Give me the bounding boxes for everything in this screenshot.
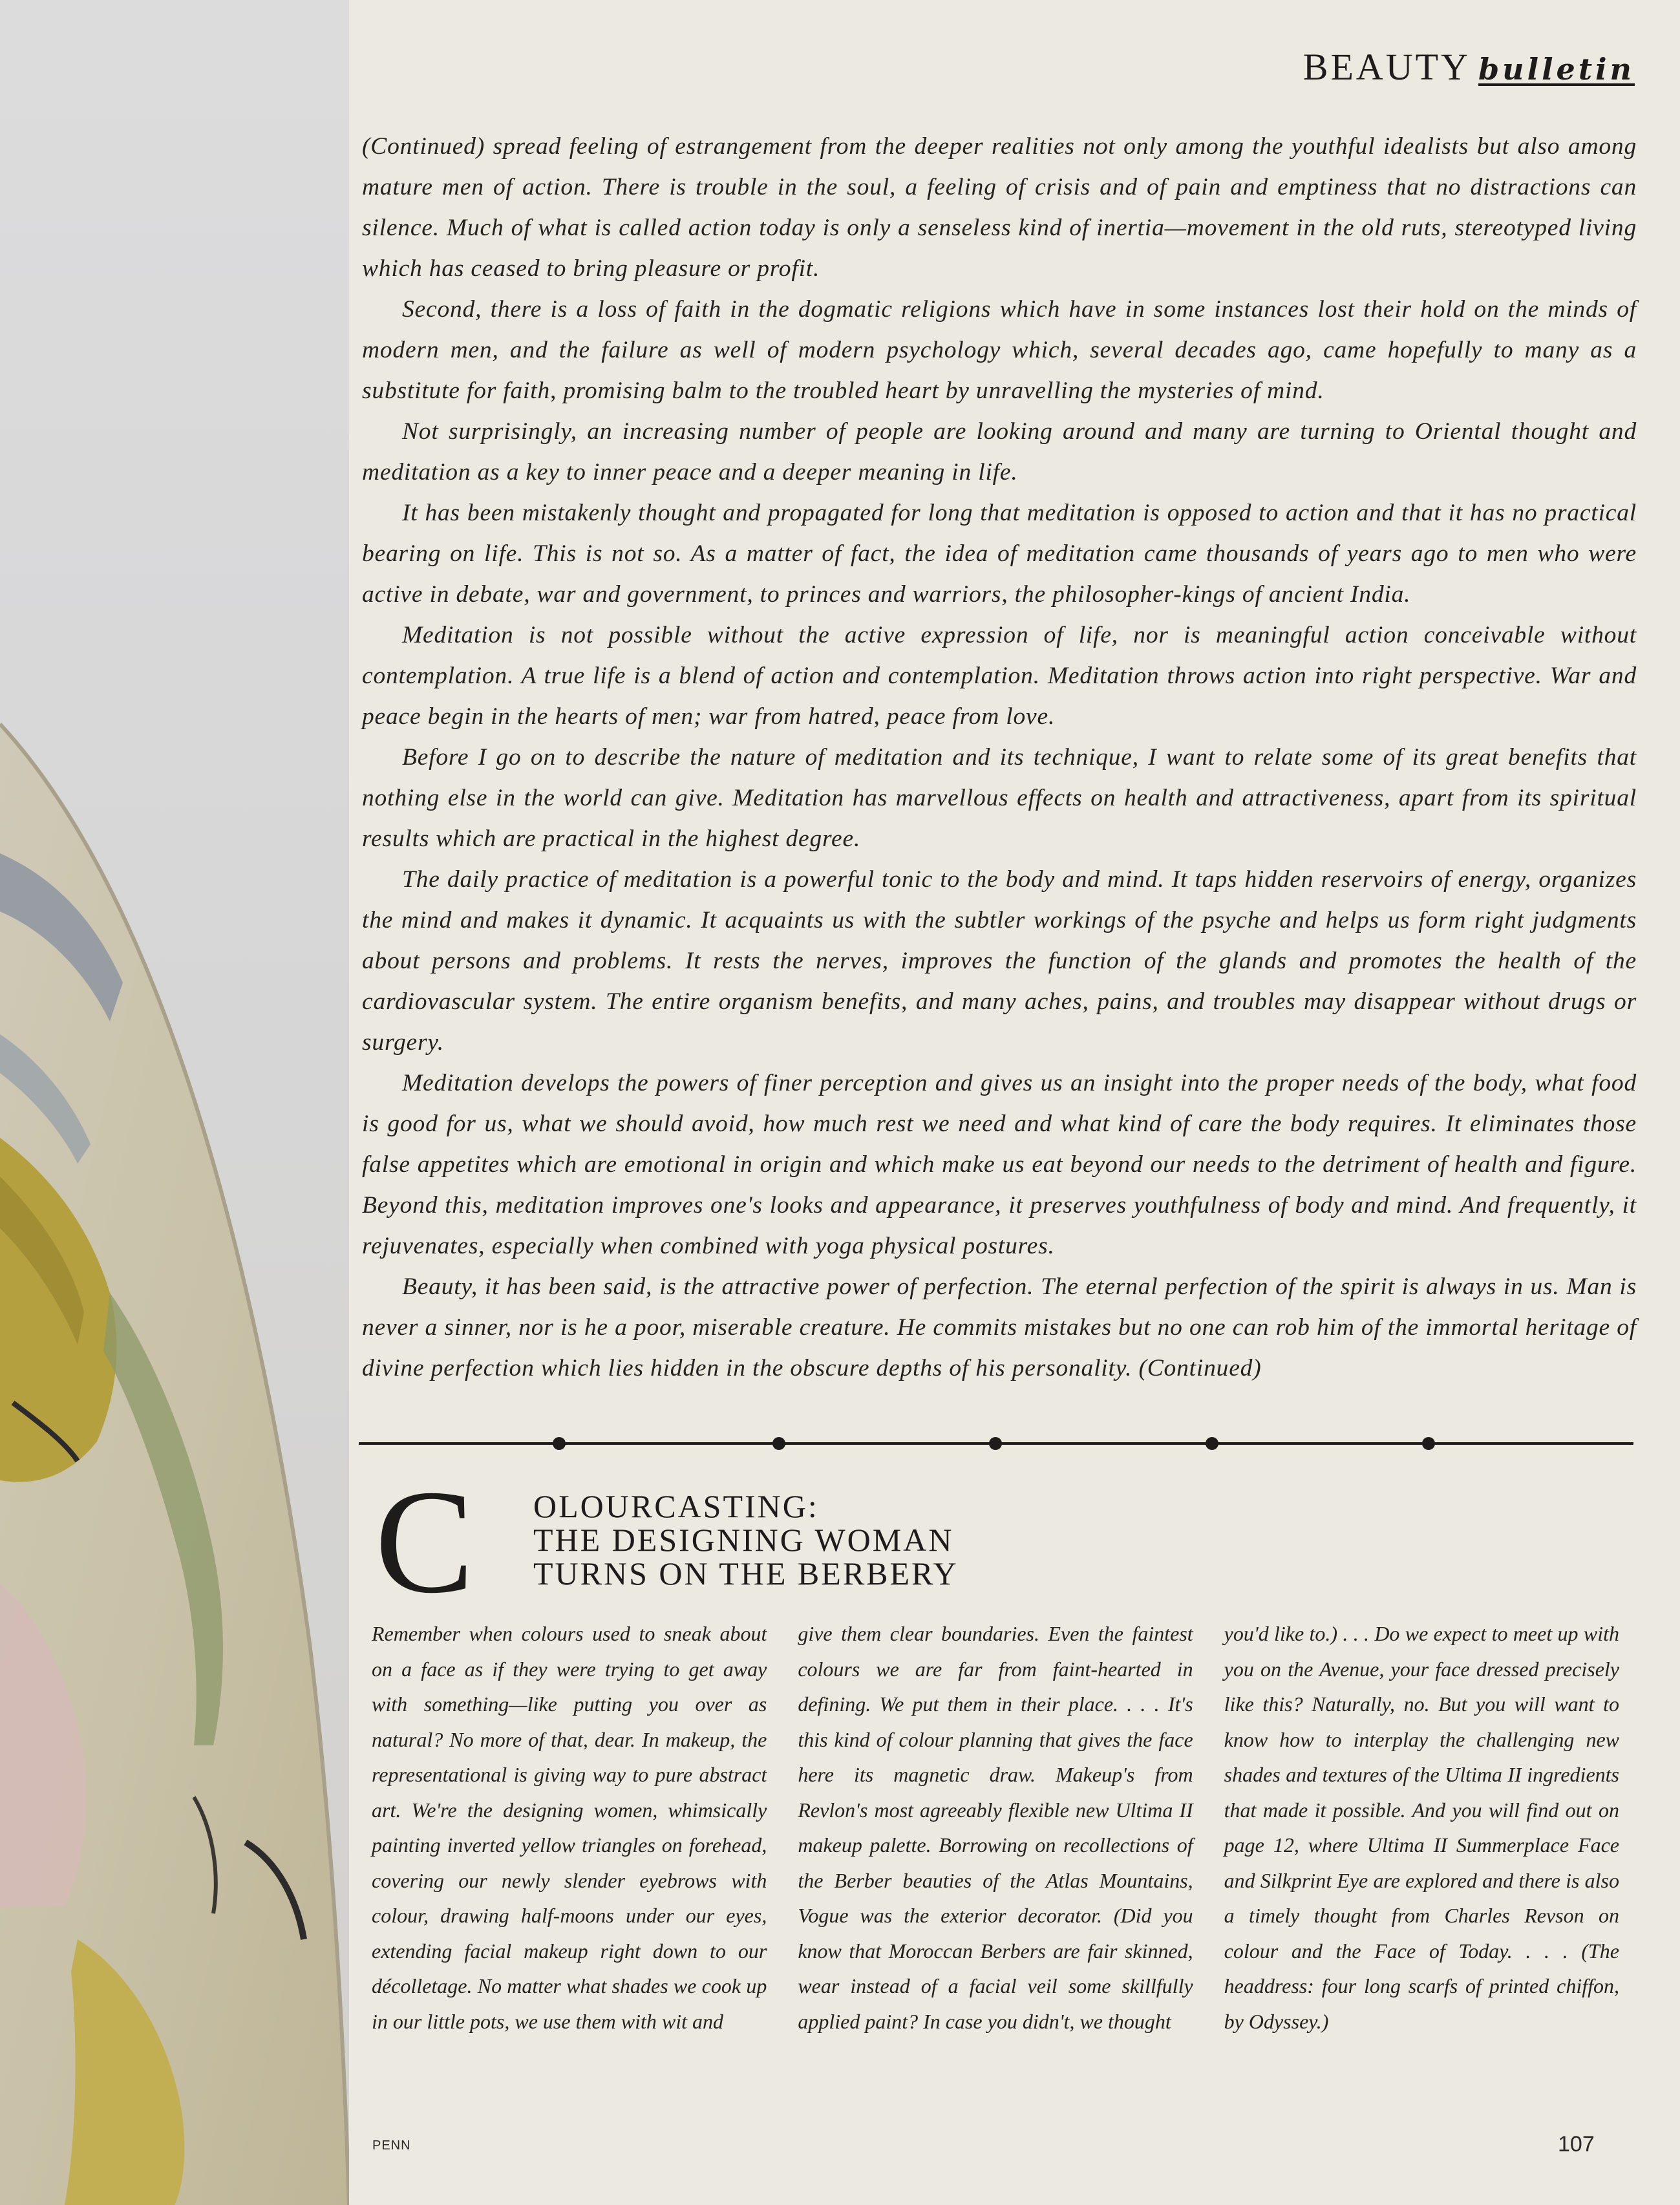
feature-column-3: you'd like to.) . . . Do we expect to meet up with you on the Avenue, your face dressed precisely like this? Naturally, no. But you will want to know how to interplay the challenging new shades and textures of the Ultima II ingredients that made it possible. And you will find out on page 12, where Ultima II Summerplace Face and Silkprint Eye are explored and there is also a timely thought from Charles Revson on colour and the Face of Today. . . . (The headdress: four long scarfs of printed chiffon, by Odyssey.) <box>1224 1622 1619 2033</box>
article-paragraph: Beauty, it has been said, is the attractive power of perfection. The eternal perfection of the spirit is always in us. Man is never a sinner, nor is he a poor, miserable creature. He commits mistakes but no one can rob him of the immortal heritage of divine perfection which lies hidden in the obscure depths of his personality. (Continued) <box>362 1273 1637 1381</box>
article-paragraph: Before I go on to describe the nature of meditation and its technique, I want to relate some of its great benefits that nothing else in the world can give. Meditation has marvellous effects on health and attractiveness, apart from its spiritual results which are practical in the highest degree. <box>362 744 1637 852</box>
article-paragraph: Second, there is a loss of faith in the dogmatic religions which have in some instances lost their hold on the minds of modern men, and the failure as well of modern psychology which, several decades ago, came hopefully to many as a substitute for faith, promising balm to the troubled heart by unravelling the mysteries of mind. <box>362 296 1637 404</box>
article-paragraph: It has been mistakenly thought and propagated for long that meditation is opposed to action and that it has no practical bearing on life. This is not so. As a matter of fact, the idea of meditation came thousands of years ago to men who were active in debate, war and government, to princes and warriors, the philosopher-kings of ancient India. <box>362 500 1637 608</box>
section-header <box>1303 45 1635 89</box>
bullet-dot-icon <box>553 1437 566 1450</box>
feature-title-line: TURNS ON THE BERBERY <box>533 1555 959 1592</box>
scarf-photo <box>0 0 349 2205</box>
bullet-dot-icon <box>989 1437 1002 1450</box>
feature-column-2: give them clear boundaries. Even the faintest colours we are far from faint-hearted in defining. We put them in their place. . . . It's this kind of colour planning that gives the face here its magnetic draw. Makeup's from Revlon's most agreeably flexible new Ultima II makeup palette. Borrowing on recollections of the Berber beauties of the Atlas Mountains, Vogue was the exterior decorator. (Did you know that Moroccan Berbers are fair skinned, wear instead of a facial veil some skillfully applied paint? In case you didn't, we thought <box>798 1622 1193 2033</box>
article-paragraph: (Continued) spread feeling of estrangement from the deeper realities not only among the youthful idealists but also among mature men of action. There is trouble in the soul, a feeling of crisis and of pain and emptiness that no distractions can silence. Much of what is called action today is only a senseless kind of inertia—movement in the old ruts, stereotyped living which has ceased to bring pleasure or profit. <box>362 133 1637 282</box>
feature-columns <box>372 1616 1619 2039</box>
section-subtitle: bulletin <box>1478 52 1635 87</box>
feature-column-1: Remember when colours used to sneak about on a face as if they were trying to get away with something—like putting you over as natural? No more of that, dear. In makeup, the representational is giving way to pure abstract art. We're the designing women, whimsically painting inverted yellow triangles on forehead, covering our newly slender eyebrows with colour, drawing half-moons under our eyes, extending facial makeup right down to our décolletage. No matter what shades we cook up in our little pots, we use them with wit and <box>372 1622 767 2033</box>
bullet-dot-icon <box>1422 1437 1435 1450</box>
feature-title-line: THE DESIGNING WOMAN <box>533 1522 954 1558</box>
scarf-illustration <box>0 0 349 2205</box>
section-title: BEAUTY <box>1303 46 1471 88</box>
bullet-dot-icon <box>1206 1437 1218 1450</box>
article-paragraph: Meditation develops the powers of finer perception and gives us an insight into the proper needs of the body, what food is good for us, what we should avoid, how much rest we need and what kind of care the body requires. It eliminates those false appetites which are emotional in origin and which make us eat beyond our needs to the detriment of health and figure. Beyond this, meditation improves one's looks and appearance, it preserves youthfulness of body and mind. And frequently, it rejuvenates, especially when combined with yoga physical postures. <box>362 1070 1637 1259</box>
feature-heading <box>375 1459 1280 1624</box>
dotted-divider <box>359 1436 1633 1451</box>
feature-title <box>533 1489 959 1590</box>
feature-title-line: OLOURCASTING: <box>533 1488 819 1524</box>
page-number: 107 <box>1558 2132 1595 2157</box>
drop-cap: C <box>375 1459 474 1624</box>
article-paragraph: Not surprisingly, an increasing number of people are looking around and many are turning to Oriental thought and meditation as a key to inner peace and a deeper meaning in life. <box>362 418 1637 485</box>
article-paragraph: Meditation is not possible without the active expression of life, nor is meaningful action conceivable without contemplation. A true life is a blend of action and contemplation. Meditation throws action into right perspective. War and peace begin in the hearts of men; war from hatred, peace from love. <box>362 622 1637 730</box>
article-paragraph: The daily practice of meditation is a powerful tonic to the body and mind. It taps hidden reservoirs of energy, organizes the mind and makes it dynamic. It acquaints us with the subtler workings of the psyche and helps us form right judgments about persons and problems. It rests the nerves, improves the function of the glands and promotes the health of the cardiovascular system. The entire organism benefits, and many aches, pains, and troubles may disappear without drugs or surgery. <box>362 866 1637 1056</box>
photo-credit: PENN <box>372 2138 411 2153</box>
article-body <box>362 126 1637 1389</box>
bullet-dot-icon <box>772 1437 785 1450</box>
